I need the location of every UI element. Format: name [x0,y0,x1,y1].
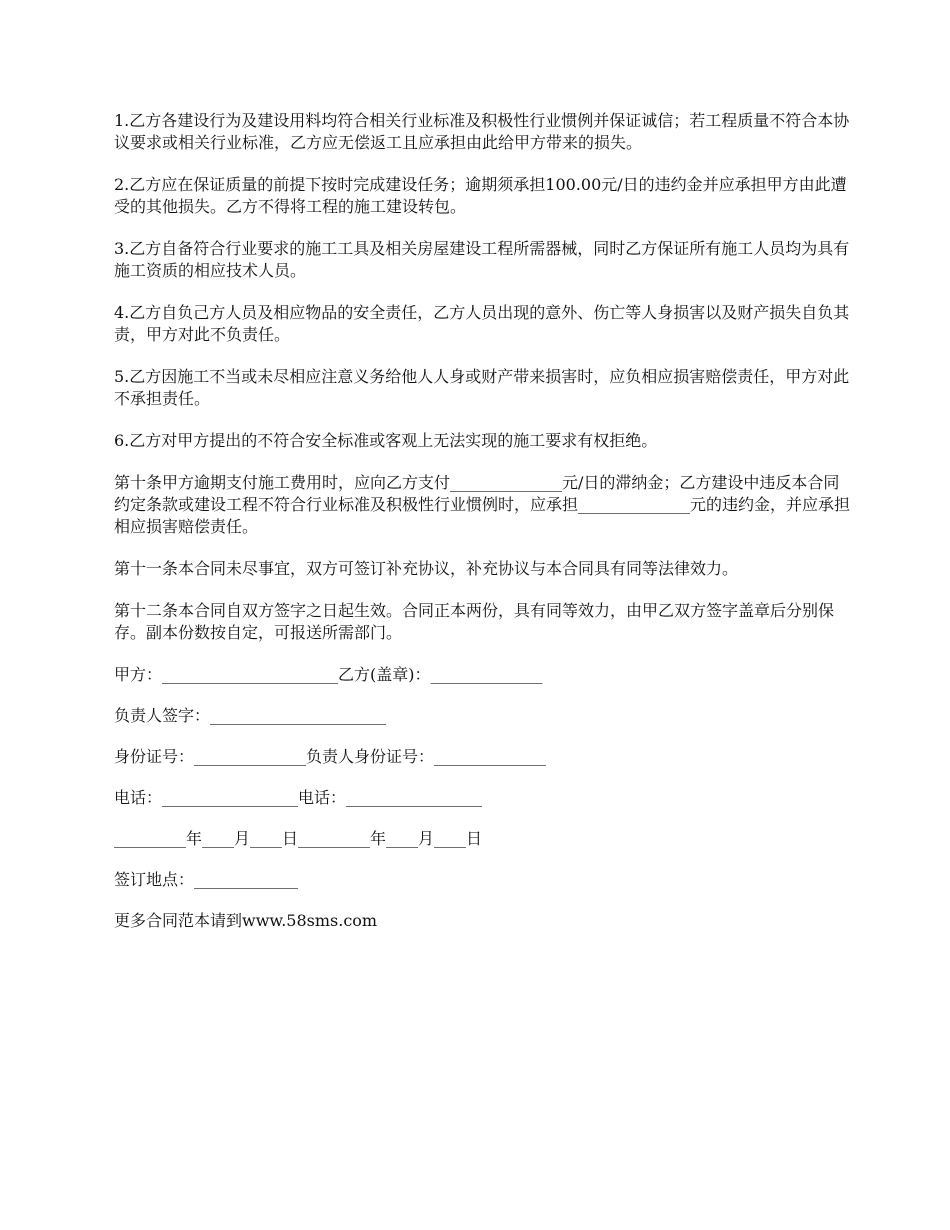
party-signature-line: 甲方：______________________乙方(盖章)：______________ [114,665,543,684]
contract-page [114,110,854,951]
phone-line: 电话：_________________电话：_________________ [114,788,483,807]
id-number-line: 身份证号：______________负责人身份证号：______________ [114,747,547,766]
article-11: 第十一条本合同未尽事宜，双方可签订补充协议，补充协议与本合同具有同等法律效力。 [114,559,739,578]
article-12: 第十二条本合同自双方签字之日起生效。合同正本两份，具有同等效力，由甲乙双方签字盖章后分别保存。副本份数按自定，可报送所需部门。 [114,601,835,642]
clause-6: 6.乙方对甲方提出的不符合安全标准或客观上无法实现的施工要求有权拒绝。 [114,431,658,450]
clause-5: 5.乙方因施工不当或未尽相应注意义务给他人人身或财产带来损害时，应负相应损害赔偿责任，甲方对此不承担责任。 [114,367,850,408]
clause-1: 1.乙方各建设行为及建设用料均符合相关行业标准及积极性行业惯例并保证诚信；若工程质量不符合本协议要求或相关行业标准，乙方应无偿返工且应承担由此给甲方带来的损失。 [114,111,850,152]
article-10: 第十条甲方逾期支付施工费用时，应向乙方支付______________元/日的滞纳金；乙方建设中违反本合同约定条款或建设工程不符合行业标准及积极性行业惯例时，应承担______________元的违约金，并应承担相应损害赔偿责任。 [114,473,851,536]
principal-signature-line: 负责人签字：______________________ [114,706,387,725]
footer-link-text: 更多合同范本请到www.58sms.com [114,911,378,930]
date-line: _________年____月____日_________年____月____日 [114,829,483,848]
location-line: 签订地点：_____________ [114,870,299,889]
clause-4: 4.乙方自负己方人员及相应物品的安全责任，乙方人员出现的意外、伤亡等人身损害以及财产损失自负其责，甲方对此不负责任。 [114,303,850,344]
clause-3: 3.乙方自备符合行业要求的施工工具及相关房屋建设工程所需器械，同时乙方保证所有施工人员均为具有施工资质的相应技术人员。 [114,239,850,280]
clause-2: 2.乙方应在保证质量的前提下按时完成建设任务；逾期须承担100.00元/日的违约金并应承担甲方由此遭受的其他损失。乙方不得将工程的施工建设转包。 [114,175,847,216]
